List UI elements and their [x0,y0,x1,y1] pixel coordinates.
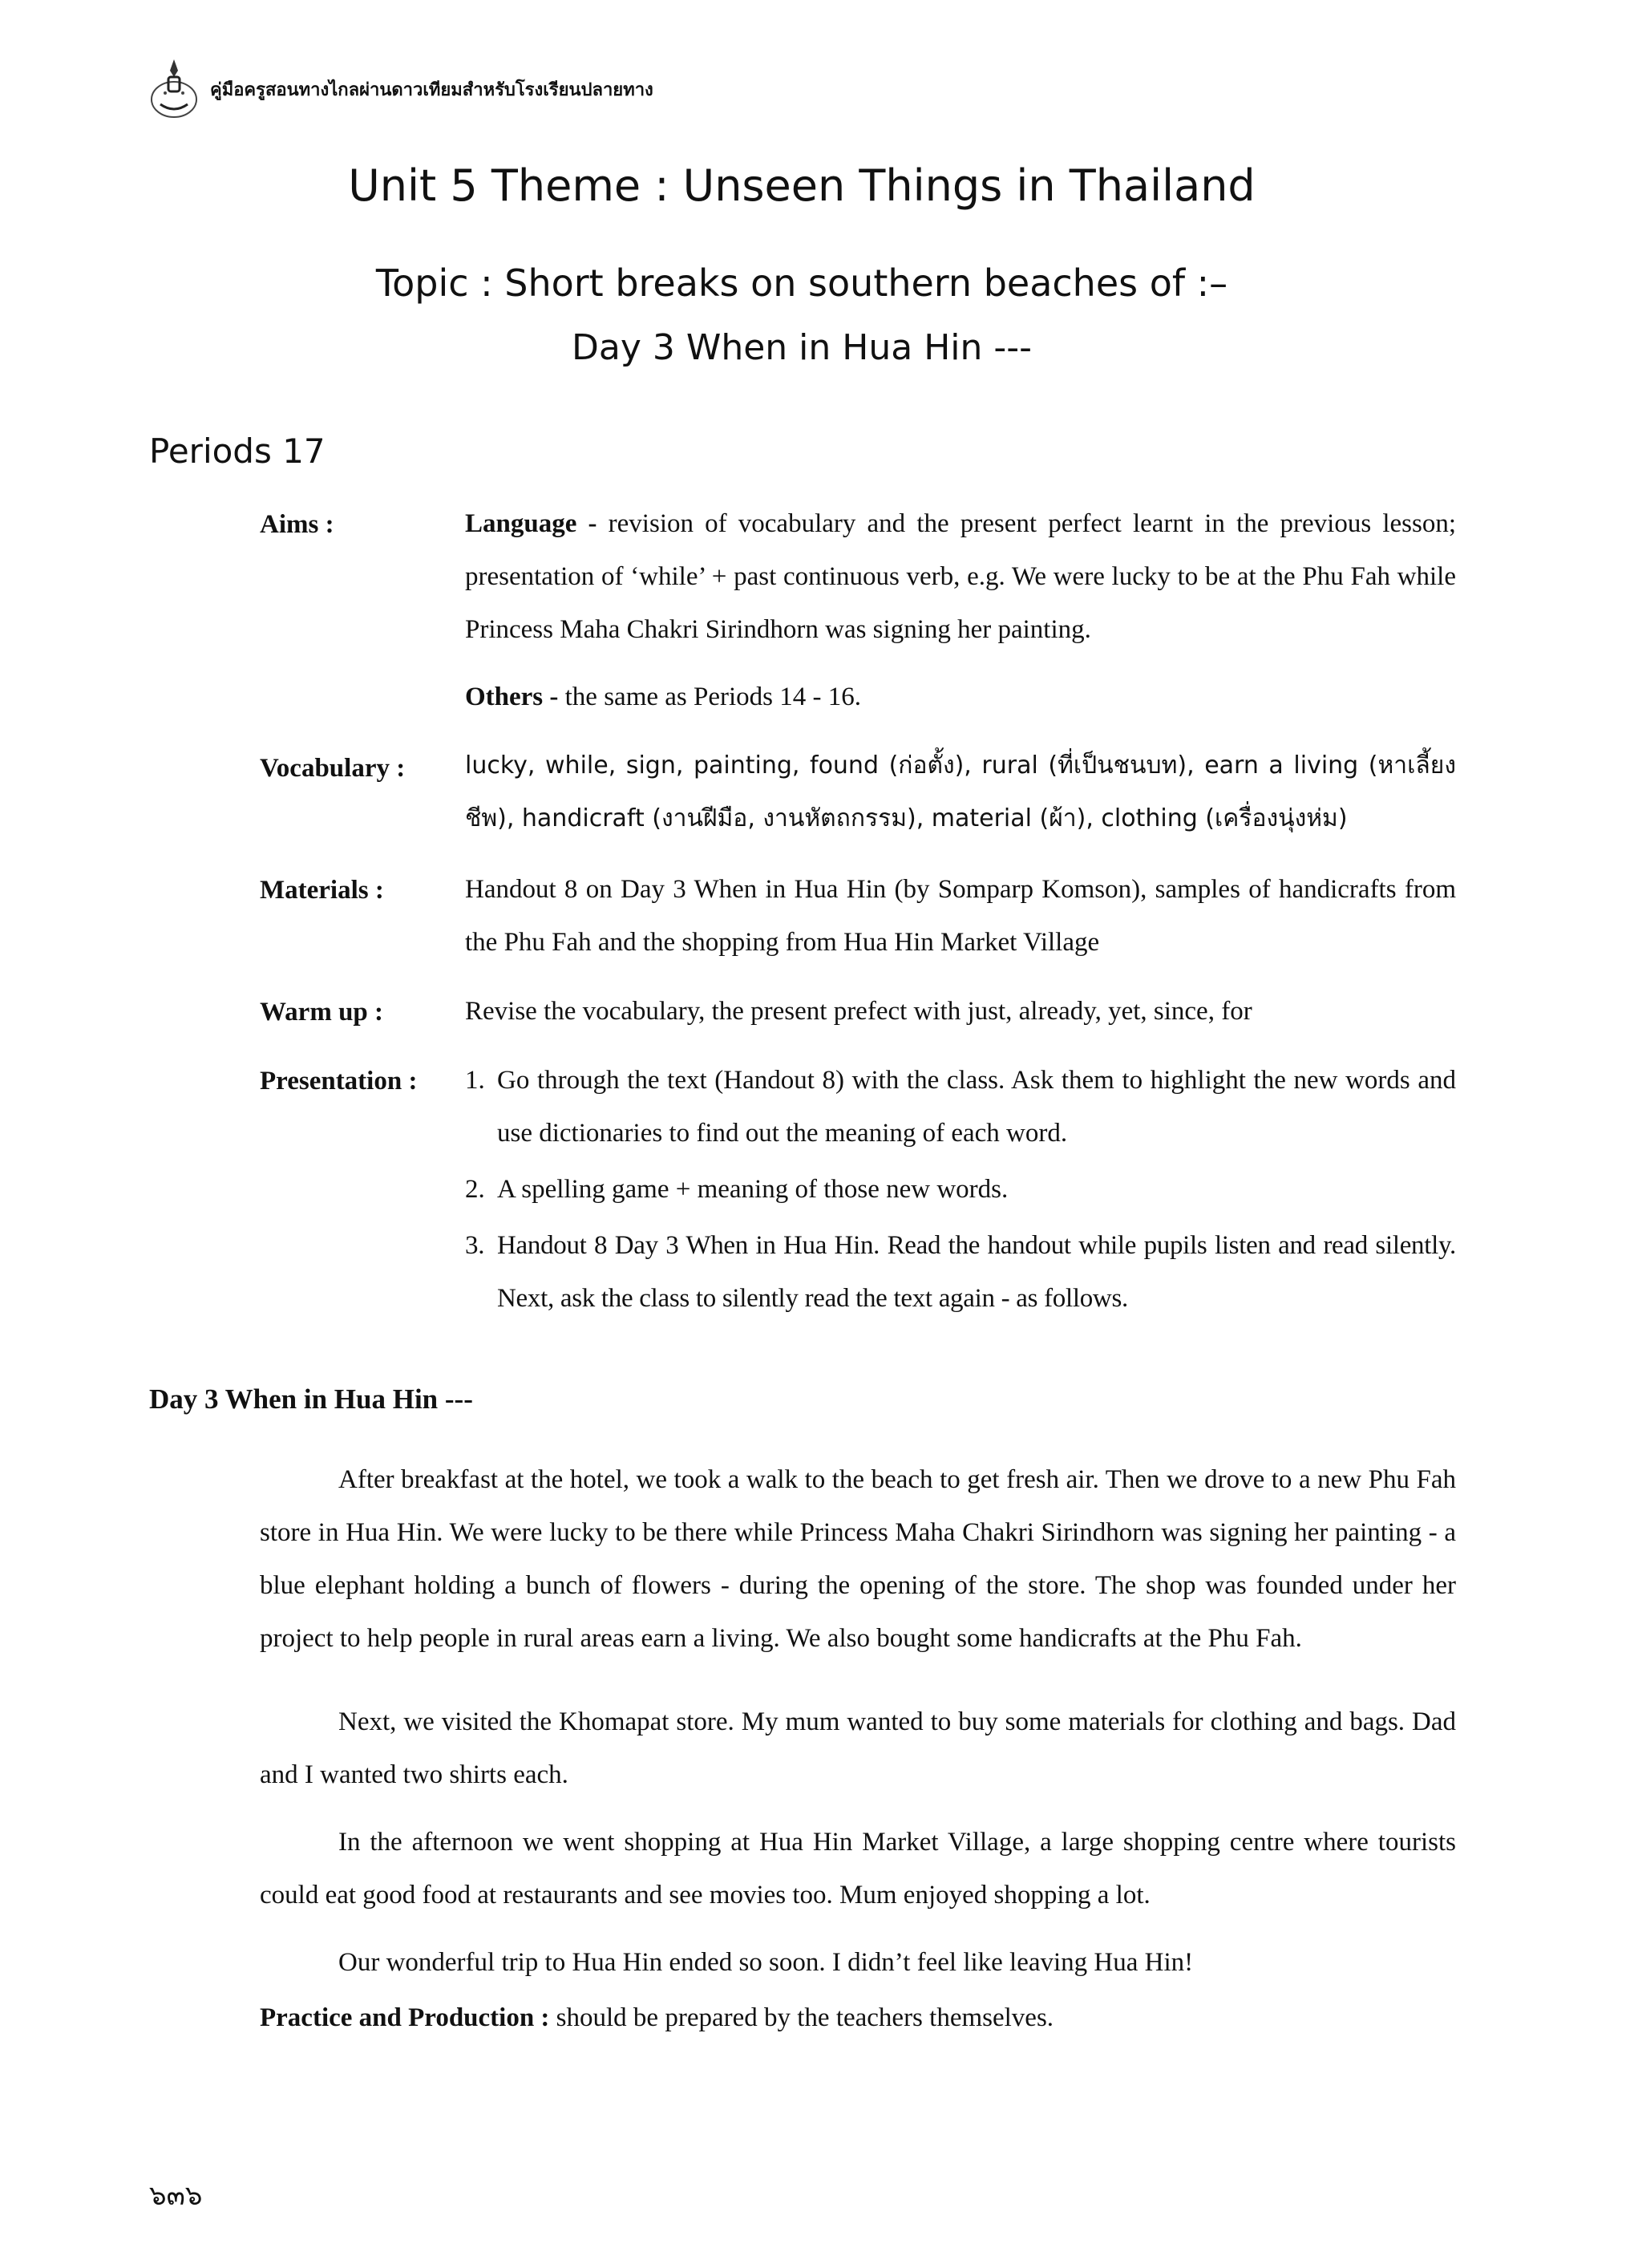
presentation-item: 1. Go through the text (Handout 8) with the class. Ask them to highlight the new words and use dictionaries to find out the meaning of each word. [465,1066,1456,1148]
others-head: Others - [465,682,559,711]
aims-language [465,497,1456,656]
materials-label: Materials : [260,876,384,905]
day-title: Day 3 When in Hua Hin --- [571,327,1033,368]
language-head: Language - [465,509,597,538]
story-heading: Day 3 When in Hua Hin --- [149,1383,473,1415]
aims-others [465,670,1456,723]
vocabulary-text: lucky, while, sign, painting, found (ก่อตั้ง), rural (ที่เป็นชนบท), earn a living (หาเลี้ยงชีพ), handicraft (งานฝีมือ, งานหัตถกรรม), material (ผ้า), clothing (เครื่องนุ่งห่ม) [465,751,1456,832]
periods-heading: Periods 17 [149,431,326,471]
presentation-list [465,1054,1456,1325]
aims-label: Aims : [260,510,334,539]
emblem-logo [149,53,199,125]
vocabulary-label: Vocabulary : [260,754,406,783]
aims-content [465,497,1456,723]
practice-label: Practice and Production : [260,2003,550,2032]
presentation-item: 3. Handout 8 Day 3 When in Hua Hin. Read the handout while pupils listen and read silently. Next, ask the class to silently read the text again - as follows. [465,1231,1456,1313]
warmup-text: Revise the vocabulary, the present prefect with just, already, yet, since, for [465,997,1252,1026]
topic-title: Topic : Short breaks on southern beaches of :– [375,261,1228,305]
story-paragraph: In the afternoon we went shopping at Hua Hin Market Village, a large shopping centre where tourists could eat good food at restaurants and see movies too. Mum enjoyed shopping a lot. [260,1828,1456,1910]
warmup-label: Warm up : [260,998,384,1027]
others-text: the same as Periods 14 - 16. [558,682,861,711]
story-paragraph: Next, we visited the Khomapat store. My mum wanted to buy some materials for clothing and bags. Dad and I wanted two shirts each. [260,1707,1456,1789]
practice-text: should be prepared by the teachers themselves. [549,2003,1054,2032]
presentation-item: 2. A spelling game + meaning of those new words. [465,1175,1009,1204]
practice-production [260,2003,1054,2033]
page-header [149,53,653,125]
story-paragraph: After breakfast at the hotel, we took a walk to the beach to get fresh air. Then we drove to a new Phu Fah store in Hua Hin. We were lucky to be there while Princess Maha Chakri Sirindhorn was signing her painting - a blue elephant holding a bunch of flowers - during the opening of the store. The shop was founded under her project to help people in rural areas earn a living. We also bought some handicrafts at the Phu Fah. [260,1465,1456,1653]
story-paragraph: Our wonderful trip to Hua Hin ended so soon. I didn’t feel like leaving Hua Hin! [338,1948,1194,1977]
language-text: revision of vocabulary and the present perfect learnt in the previous lesson; presentation of ‘while’ + past continuous verb, e.g. We were lucky to be at the Phu Fah while Princess Maha Chakri Sirindhorn was signing her painting. [465,509,1456,644]
unit-title: Unit 5 Theme : Unseen Things in Thailand [348,160,1256,211]
page-number: ๖๓๖ [149,2180,203,2212]
header-title: คู่มือครูสอนทางไกลผ่านดาวเทียมสำหรับโรงเรียนปลายทาง [210,79,653,100]
materials-text: Handout 8 on Day 3 When in Hua Hin (by Somparp Komson), samples of handicrafts from the Phu Fah and the shopping from Hua Hin Market Village [465,875,1456,957]
presentation-label: Presentation : [260,1067,418,1096]
